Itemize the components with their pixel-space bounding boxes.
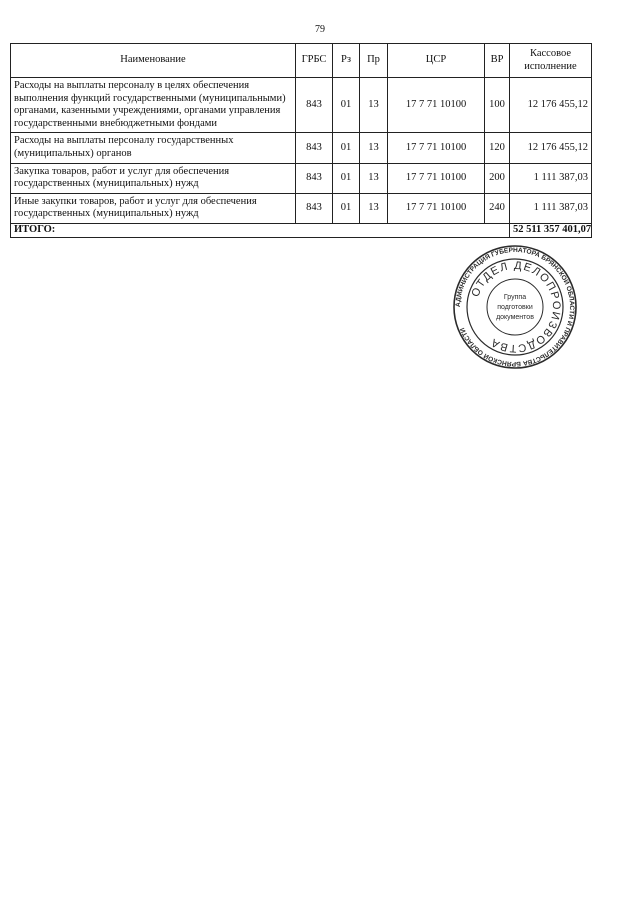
stamp-center-line-1: Группа (503, 294, 527, 301)
header-name: Наименование (11, 44, 296, 78)
row-csr: 17 7 71 10100 (388, 78, 485, 133)
row-rz: 01 (333, 193, 360, 223)
row-vr: 200 (485, 163, 510, 193)
row-cash: 12 176 455,12 (510, 133, 592, 163)
header-vr: ВР (485, 44, 510, 78)
row-csr: 17 7 71 10100 (388, 163, 485, 193)
row-grbs: 843 (296, 78, 333, 133)
table-row (11, 193, 592, 223)
budget-table (10, 43, 592, 238)
row-cash: 1 111 387,03 (510, 193, 592, 223)
row-vr: 100 (485, 78, 510, 133)
stamp-outer-text: АДМИНИСТРАЦИЯ ГУБЕРНАТОРА БРЯНСКОЙ ОБЛАСТИ И ПРАВИТЕЛЬСТВА БРЯНСКОЙ ОБЛАСТИ (454, 246, 576, 368)
row-csr: 17 7 71 10100 (388, 193, 485, 223)
stamp-inner-text: ОТДЕЛ ДЕЛОПРОИЗВОДСТВА (469, 259, 563, 355)
row-pr: 13 (360, 133, 388, 163)
row-grbs: 843 (296, 193, 333, 223)
stamp-center-line-3: документов (496, 314, 534, 321)
page-number: 79 (315, 24, 325, 35)
header-rz: Рз (333, 44, 360, 78)
table-row (11, 78, 592, 133)
total-row (11, 223, 592, 237)
row-rz: 01 (333, 78, 360, 133)
total-value: 52 511 357 401,07 (510, 223, 592, 237)
row-name: Закупка товаров, работ и услуг для обеспечения государственных (муниципальных) нужд (11, 163, 296, 193)
row-csr: 17 7 71 10100 (388, 133, 485, 163)
row-rz: 01 (333, 133, 360, 163)
row-name: Иные закупки товаров, работ и услуг для обеспечения государственных (муниципальных) нужд (11, 193, 296, 223)
row-cash: 12 176 455,12 (510, 78, 592, 133)
row-pr: 13 (360, 78, 388, 133)
row-name: Расходы на выплаты персоналу в целях обеспечения выполнения функций государственными (муниципальными) органами, казенными учреждениями, органами управления государственными внебюджетными фондами (11, 78, 296, 133)
row-cash: 1 111 387,03 (510, 163, 592, 193)
office-stamp (452, 244, 578, 370)
row-pr: 13 (360, 193, 388, 223)
total-label: ИТОГО: (11, 223, 510, 237)
header-pr: Пр (360, 44, 388, 78)
row-pr: 13 (360, 163, 388, 193)
row-name: Расходы на выплаты персоналу государственных (муниципальных) органов (11, 133, 296, 163)
header-csr: ЦСР (388, 44, 485, 78)
header-cash: Кассовое исполнение (510, 44, 592, 78)
row-grbs: 843 (296, 163, 333, 193)
table-row (11, 133, 592, 163)
table-row (11, 163, 592, 193)
table-header-row (11, 44, 592, 78)
row-grbs: 843 (296, 133, 333, 163)
row-vr: 240 (485, 193, 510, 223)
stamp-center-line-2: подготовки (497, 304, 533, 311)
row-rz: 01 (333, 163, 360, 193)
row-vr: 120 (485, 133, 510, 163)
header-grbs: ГРБС (296, 44, 333, 78)
